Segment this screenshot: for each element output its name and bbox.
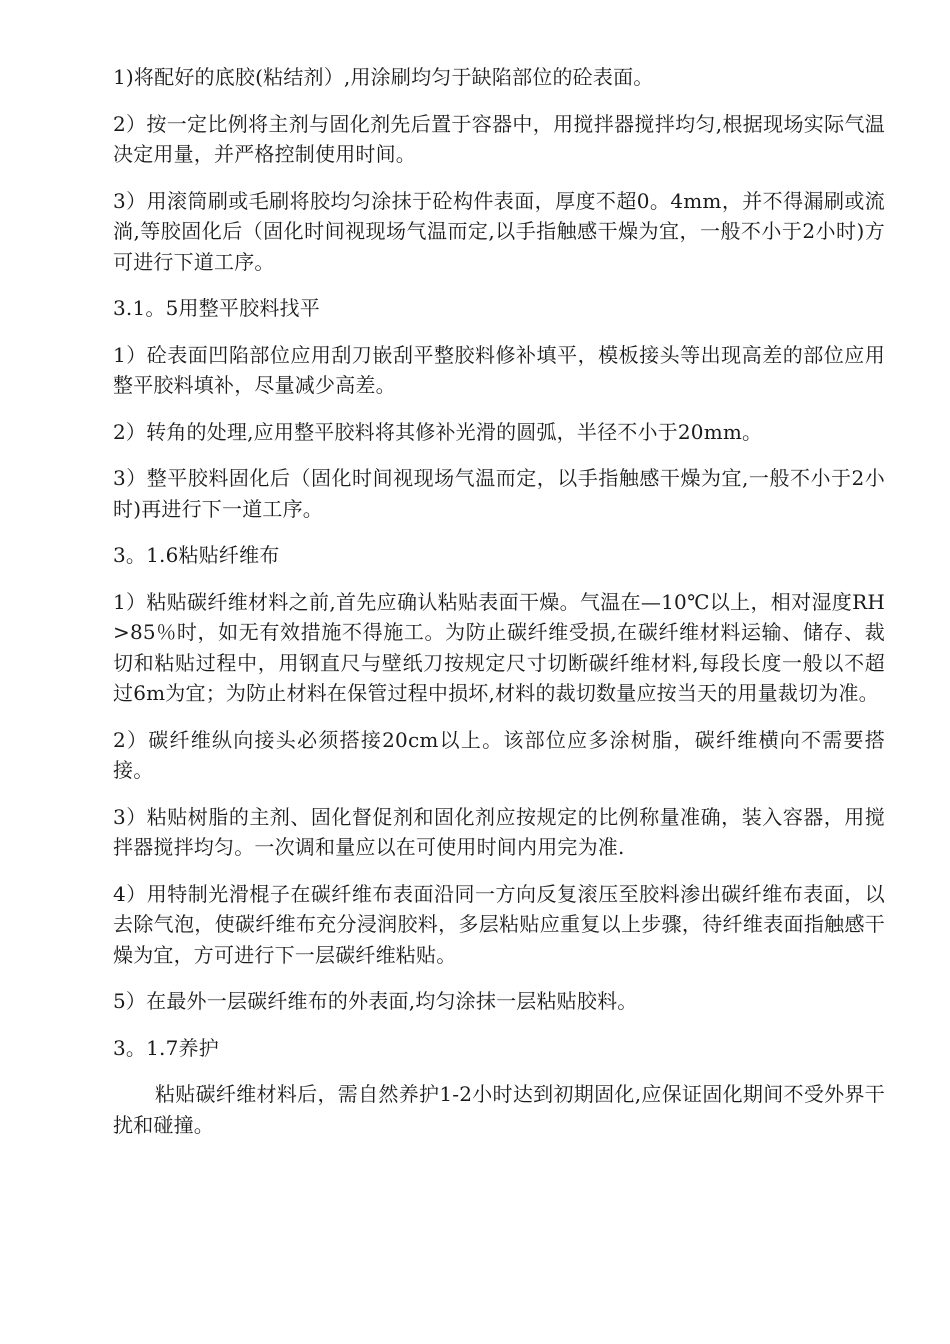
paragraph-roller-press: 4）用特制光滑棍子在碳纤维布表面沿同一方向反复滚压至胶料渗出碳纤维布表面，以去除气泡，使碳纤维布充分浸润胶料，多层粘贴应重复以上步骤，待纤维表面指触感干燥为宜，方可进行下一层碳纤维粘贴。 [113,881,885,967]
section-heading-leveling: 3.1。5用整平胶料找平 [113,296,320,320]
paragraph-resin-mixing: 3）粘贴树脂的主剂、固化督促剂和固化剂应按规定的比例称量准确，装入容器，用搅拌器搅拌均匀。一次调和量应以在可使用时间内用完为准. [113,804,885,859]
paragraph-fill-depressions: 1）砼表面凹陷部位应用刮刀嵌刮平整胶料修补填平，模板接头等出现高差的部位应用整平胶料填补，尽量减少高差。 [113,342,885,397]
paragraph-lap-joint: 2）碳纤维纵向接头必须搭接20cm以上。该部位应多涂树脂，碳纤维横向不需要搭接。 [113,727,885,782]
paragraph-roll-coat: 3）用滚筒刷或毛刷将胶均匀涂抹于砼构件表面，厚度不超0。4mm，并不得漏刷或流淌,等胶固化后（固化时间视现场气温而定,以手指触感干燥为宜，一般不小于2小时)方可进行下道工序。 [113,188,885,274]
document-page [113,62,885,1156]
paragraph-curing: 粘贴碳纤维材料后，需自然养护1-2小时达到初期固化,应保证固化期间不受外界干扰和碰撞。 [113,1082,885,1137]
paragraph-apply-primer: 1)将配好的底胶(粘结剂）,用涂刷均匀于缺陷部位的砼表面。 [113,65,654,89]
paragraph-leveling-cure: 3）整平胶料固化后（固化时间视现场气温而定，以手指触感干燥为宜,一般不小于2小时)再进行下一道工序。 [113,466,885,521]
section-heading-fiber-sheet: 3。1.6粘贴纤维布 [113,543,280,567]
section-heading-curing: 3。1.7养护 [113,1035,219,1060]
paragraph-surface-dry: 1）粘贴碳纤维材料之前,首先应确认粘贴表面干燥。气温在—10℃以上，相对湿度RH>85％时，如无有效措施不得施工。为防止碳纤维受损,在碳纤维材料运输、储存、裁切和粘贴过程中，用钢直尺与壁纸刀按规定尺寸切断碳纤维材料,每段长度一般以不超过6m为宜；为防止材料在保管过程中损坏,材料的裁切数量应按当天的用量裁切为准。 [113,589,885,705]
paragraph-corner-treatment: 2）转角的处理,应用整平胶料将其修补光滑的圆弧，半径不小于20mm。 [113,419,763,444]
paragraph-mix-ratio: 2）按一定比例将主剂与固化剂先后置于容器中，用搅拌器搅拌均匀,根据现场实际气温决定用量，并严格控制使用时间。 [113,111,885,166]
paragraph-outer-coat: 5）在最外一层碳纤维布的外表面,均匀涂抹一层粘贴胶料。 [113,989,638,1013]
